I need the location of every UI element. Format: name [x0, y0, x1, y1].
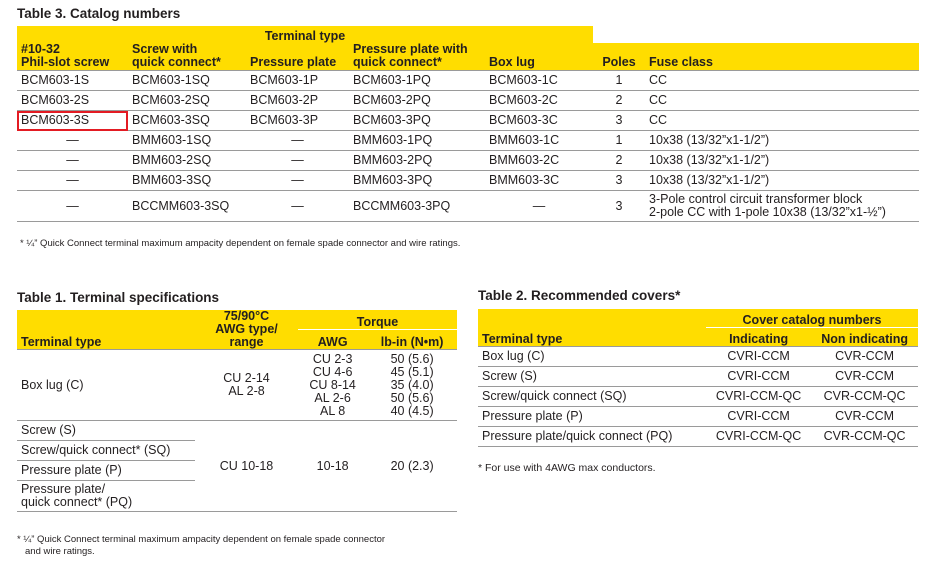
col-lb-in: lb-in (N•m): [367, 329, 457, 349]
table-row: Pressure plate/ quick connect* (PQ): [17, 481, 457, 512]
col-pressure-plate: Pressure plate: [246, 43, 349, 71]
table-row: Pressure plate/quick connect (PQ) CVRI-CCM-QC CVR-CCM-QC: [478, 427, 918, 447]
table2-footnote: * For use with 4AWG max conductors.: [478, 462, 656, 474]
table-row: — BCCMM603-3SQ — BCCMM603-3PQ — 3 3-Pole control circuit transformer block 2-pole CC with 1-pole 10x38 (13/32”x1-½”): [17, 191, 919, 222]
table-row: BCM603-2S BCM603-2SQ BCM603-2P BCM603-2PQ BCM603-2C 2 CC: [17, 91, 919, 111]
terminal-type-group-header: Terminal type: [17, 26, 593, 43]
recommended-covers-table: [478, 309, 918, 447]
col-box-lug: Box lug: [485, 43, 593, 71]
col-pressure-plate-quick-connect: Pressure plate with quick connect*: [349, 43, 485, 71]
table-row: BCM603-3S BCM603-3SQ BCM603-3P BCM603-3PQ BCM603-3C 3 CC: [17, 111, 919, 131]
table2-title: Table 2. Recommended covers*: [478, 288, 681, 303]
table3-footnote: * ¼” Quick Connect terminal maximum ampacity dependent on female spade connector and wire ratings.: [20, 238, 461, 249]
col-phil-slot-screw: #10-32 Phil-slot screw: [17, 43, 128, 71]
catalog-numbers-table: [17, 26, 919, 222]
col-indicating: Indicating: [706, 328, 811, 347]
col-screw-quick-connect: Screw with quick connect*: [128, 43, 246, 71]
terminal-specifications-table: [17, 310, 457, 512]
col-torque: Torque: [298, 310, 457, 329]
cover-catalog-numbers-header: Cover catalog numbers: [706, 309, 918, 328]
table-row: Box lug (C) CU 2-14 AL 2-8 CU 2-3 CU 4-6 CU 8-14 AL 2-6 AL 8 50 (5.6) 45 (5.1) 35 (4.0) 50 (5.6) 40 (4.5): [17, 350, 457, 421]
col-poles: Poles: [593, 43, 645, 71]
table-row: Pressure plate (P) CVRI-CCM CVR-CCM: [478, 407, 918, 427]
table1-title: Table 1. Terminal specifications: [17, 290, 220, 305]
table1-footnote: * ¼” Quick Connect terminal maximum ampacity dependent on female spade connector and wire ratings.: [17, 534, 386, 557]
col-awg: AWG: [298, 329, 367, 349]
table-row: — BMM603-2SQ — BMM603-2PQ BMM603-2C 2 10x38 (13/32”x1-1/2”): [17, 151, 919, 171]
highlighted-cell: BCM603-3S: [17, 111, 128, 131]
col-cover-terminal-type: Terminal type: [478, 309, 706, 347]
table-row: Box lug (C) CVRI-CCM CVR-CCM: [478, 347, 918, 367]
table3-title: Table 3. Catalog numbers: [17, 6, 181, 21]
col-terminal-type: Terminal type: [17, 310, 195, 350]
col-non-indicating: Non indicating: [811, 328, 918, 347]
col-fuse-class: Fuse class: [645, 43, 919, 71]
table-row: Screw/quick connect* (SQ): [17, 441, 457, 461]
table-row: Screw/quick connect (SQ) CVRI-CCM-QC CVR-CCM-QC: [478, 387, 918, 407]
table-row: — BMM603-1SQ — BMM603-1PQ BMM603-1C 1 10x38 (13/32”x1-1/2”): [17, 131, 919, 151]
table-row: — BMM603-3SQ — BMM603-3PQ BMM603-3C 3 10x38 (13/32”x1-1/2”): [17, 171, 919, 191]
table-row: Screw (S) CU 10-18 10-18 20 (2.3): [17, 421, 457, 441]
table-row: Screw (S) CVRI-CCM CVR-CCM: [478, 367, 918, 387]
table-row: Pressure plate (P): [17, 461, 457, 481]
col-awg-range: 75/90°C AWG type/ range: [195, 310, 298, 350]
table-row: BCM603-1S BCM603-1SQ BCM603-1P BCM603-1PQ BCM603-1C 1 CC: [17, 71, 919, 91]
